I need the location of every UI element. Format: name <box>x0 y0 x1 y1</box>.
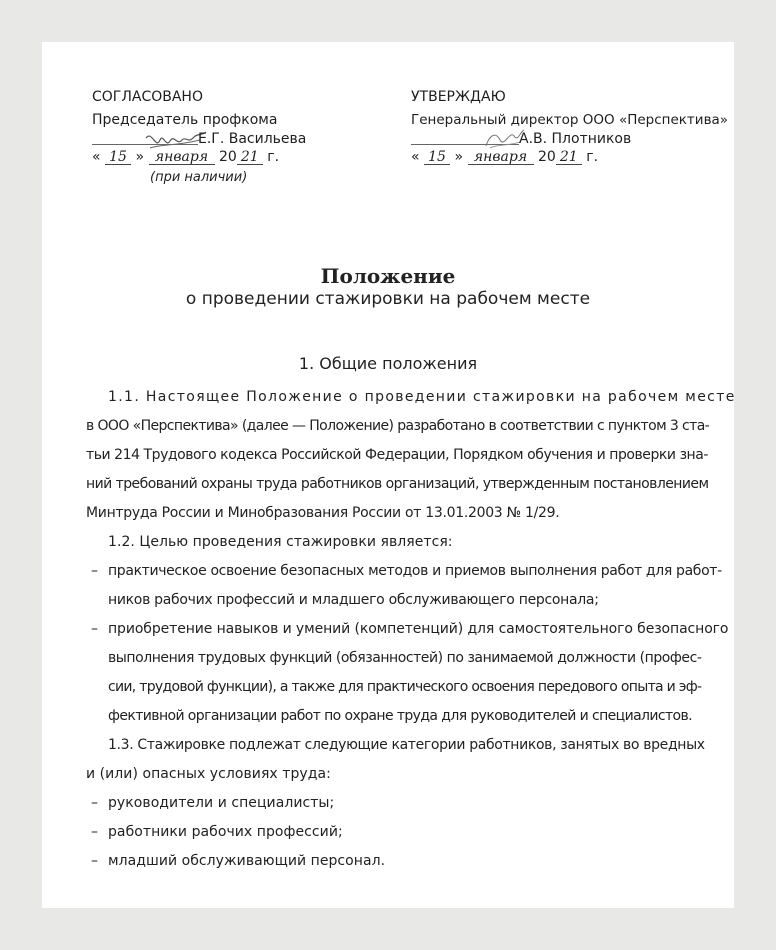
document-page <box>42 42 734 908</box>
document-subtitle: о проведении стажировки на рабочем месте <box>185 289 591 309</box>
approval-right-year-unit: г. <box>586 149 599 165</box>
paragraph-line: и (или) опасных условиях труда: <box>86 766 331 782</box>
list-item-line: младший обслуживающий персонал. <box>108 853 386 869</box>
approval-left-year-prefix: 20 <box>218 149 237 165</box>
approval-right-month: января <box>468 150 534 165</box>
list-dash: – <box>91 621 98 637</box>
paragraph-line: 1.1. Настоящее Положение о проведении стажировки на рабочем месте <box>108 389 736 405</box>
approval-right-position: Генеральный директор ООО «Перспектива» <box>411 112 729 128</box>
list-item-line: работники рабочих профессий; <box>108 824 343 840</box>
list-dash: – <box>91 824 98 840</box>
approval-left-note: (при наличии) <box>150 170 248 185</box>
section-heading: 1. Общие положения <box>298 354 478 373</box>
approval-right-heading: УТВЕРЖДАЮ <box>411 89 506 105</box>
list-item-line: фективной организации работ по охране труда для руководителей и специалистов. <box>108 708 693 724</box>
list-item-line: практическое освоение безопасных методов и приемов выполнения работ для работ- <box>108 563 722 579</box>
paragraph-line: в ООО «Перспектива» (далее — Положение) разработано в соответствии с пунктом 3 ста- <box>86 418 710 434</box>
list-item-line: выполнения трудовых функций (обязанностей) по занимаемой должности (профес- <box>108 650 702 666</box>
approval-right-year-prefix: 20 <box>537 149 556 165</box>
quote-close: » <box>454 149 464 165</box>
quote-open: « <box>411 149 420 165</box>
paragraph-line: ний требований охраны труда работников организаций, утвержденным постановлением <box>86 476 709 492</box>
list-item-line: ников рабочих профессий и младшего обслуживающего персонала; <box>108 592 599 608</box>
list-dash: – <box>91 795 98 811</box>
approval-left-heading: СОГЛАСОВАНО <box>92 89 203 105</box>
quote-close: » <box>135 149 145 165</box>
approval-left-day: 15 <box>105 150 131 165</box>
list-dash: – <box>91 563 98 579</box>
approval-right-date <box>411 149 598 165</box>
quote-open: « <box>92 149 101 165</box>
approval-left-year-unit: г. <box>267 149 280 165</box>
approval-left-month: января <box>149 150 215 165</box>
approval-left-date <box>92 149 279 165</box>
paragraph-line: 1.3. Стажировке подлежат следующие категории работников, занятых во вредных <box>108 737 705 753</box>
approval-right-name: А.В. Плотников <box>519 131 632 147</box>
list-item-line: руководители и специалисты; <box>108 795 335 811</box>
list-item-line: сии, трудовой функции), а также для практического освоения передового опыта и эф- <box>108 679 702 695</box>
approval-right-year-suffix: 21 <box>556 150 582 165</box>
approval-left-name: Е.Г. Васильева <box>198 131 307 147</box>
approval-left-year-suffix: 21 <box>237 150 263 165</box>
list-dash: – <box>91 853 98 869</box>
approval-left-position: Председатель профкома <box>92 112 278 128</box>
paragraph-line: Минтруда России и Минобразования России от 13.01.2003 № 1/29. <box>86 505 560 521</box>
paragraph-line: тьи 214 Трудового кодекса Российской Федерации, Порядком обучения и проверки зна- <box>86 447 708 463</box>
approval-right-day: 15 <box>424 150 450 165</box>
paragraph-line: 1.2. Целью проведения стажировки является: <box>108 534 453 550</box>
document-title: Положение <box>320 264 456 288</box>
list-item-line: приобретение навыков и умений (компетенций) для самостоятельного безопасного <box>108 621 729 637</box>
